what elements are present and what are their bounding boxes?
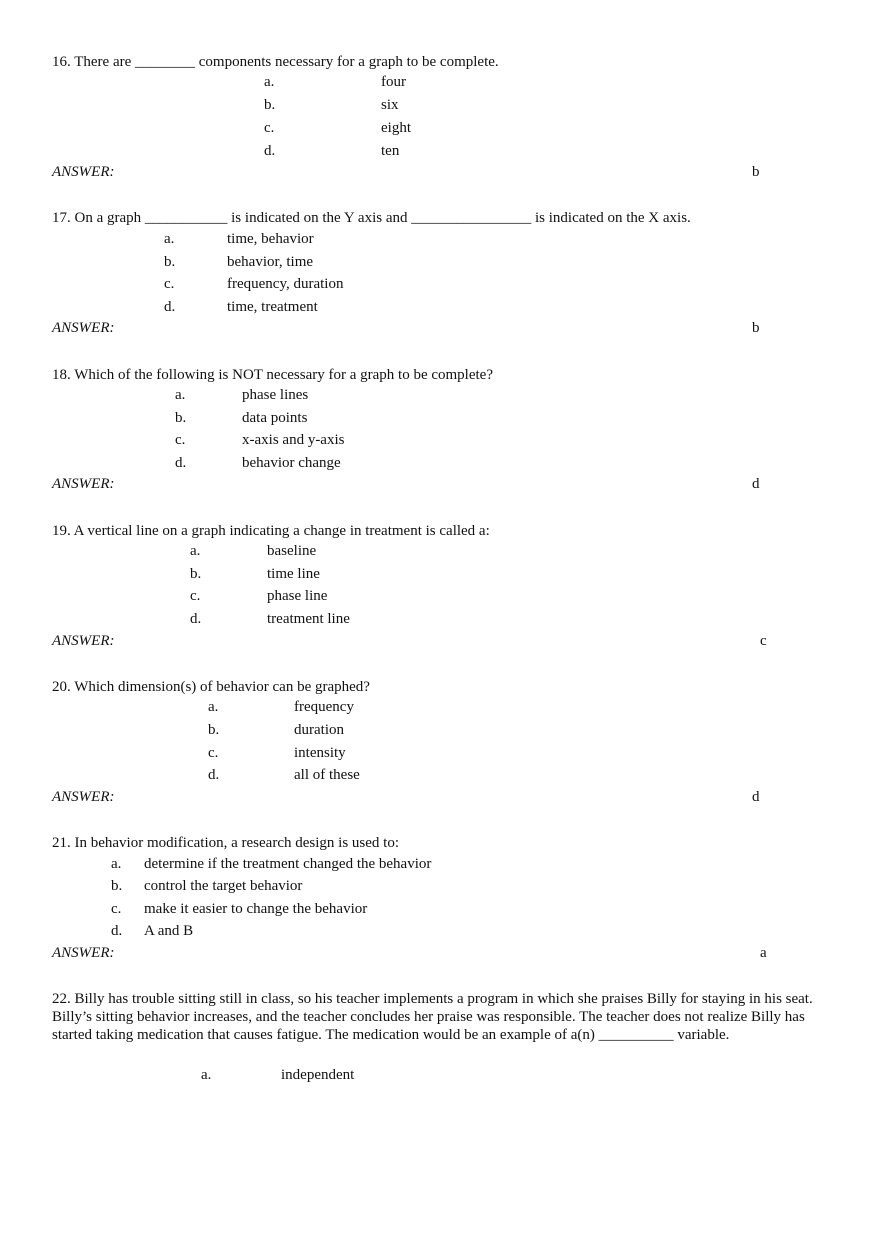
q20-option-c-letter: c. xyxy=(208,745,219,761)
q18-option-d-letter: d. xyxy=(175,455,187,471)
q17-option-c-text: frequency, duration xyxy=(227,276,344,292)
q16-option-d-letter: d. xyxy=(264,143,276,159)
q17-answer-value: b xyxy=(752,320,760,336)
q21-option-b-letter: b. xyxy=(111,878,123,894)
q16-option-c-letter: c. xyxy=(264,120,275,136)
q21-option-c-letter: c. xyxy=(111,901,122,917)
question-21-text: 21. In behavior modification, a research design is used to: xyxy=(52,835,399,851)
q18-option-c-letter: c. xyxy=(175,432,186,448)
q19-option-b-text: time line xyxy=(267,566,320,582)
q20-answer-value: d xyxy=(752,789,760,805)
q16-option-c-text: eight xyxy=(381,120,411,136)
q19-answer-value: c xyxy=(760,633,767,649)
q17-option-b-letter: b. xyxy=(164,254,176,270)
q16-option-b-letter: b. xyxy=(264,97,276,113)
q21-option-a-text: determine if the treatment changed the behavior xyxy=(144,856,432,872)
q22-option-a-text: independent xyxy=(281,1067,355,1083)
q19-option-d-letter: d. xyxy=(190,611,202,627)
q16-answer-value: b xyxy=(752,164,760,180)
q21-option-d-text: A and B xyxy=(144,923,194,939)
q20-option-a-letter: a. xyxy=(208,699,219,715)
q16-option-a-letter: a. xyxy=(264,74,275,90)
q20-option-d-text: all of these xyxy=(294,767,360,783)
q21-answer-label: ANSWER: xyxy=(52,945,115,961)
q20-option-b-text: duration xyxy=(294,722,344,738)
q20-option-b-letter: b. xyxy=(208,722,220,738)
q19-option-d-text: treatment line xyxy=(267,611,350,627)
q20-option-a-text: frequency xyxy=(294,699,354,715)
question-22-text: 22. Billy has trouble sitting still in class, so his teacher implements a program in which she praises Billy for staying in his seat. Billy’s sitting behavior increases, and the teacher concludes her praise was responsible. The teacher does not realize Billy has started taking medication that causes fatigue. The medication would be an example of a(n) __________ variable. xyxy=(52,991,813,1043)
question-17-text: 17. On a graph ___________ is indicated on the Y axis and ________________ is indicated on the X axis. xyxy=(52,210,691,226)
q16-option-d-text: ten xyxy=(381,143,400,159)
q22-option-a-letter: a. xyxy=(201,1067,212,1083)
q20-option-d-letter: d. xyxy=(208,767,220,783)
q19-option-c-text: phase line xyxy=(267,588,328,604)
q16-option-b-text: six xyxy=(381,97,399,113)
q21-option-a-letter: a. xyxy=(111,856,122,872)
q19-option-a-text: baseline xyxy=(267,543,317,559)
q18-answer-value: d xyxy=(752,476,760,492)
q17-option-a-text: time, behavior xyxy=(227,231,314,247)
question-19-text: 19. A vertical line on a graph indicating a change in treatment is called a: xyxy=(52,523,490,539)
question-20-text: 20. Which dimension(s) of behavior can be graphed? xyxy=(52,679,370,695)
q20-option-c-text: intensity xyxy=(294,745,346,761)
q19-option-b-letter: b. xyxy=(190,566,202,582)
q18-answer-label: ANSWER: xyxy=(52,476,115,492)
q17-option-d-text: time, treatment xyxy=(227,299,318,315)
question-16-text: 16. There are ________ components necessary for a graph to be complete. xyxy=(52,54,499,70)
q20-answer-label: ANSWER: xyxy=(52,789,115,805)
question-18-text: 18. Which of the following is NOT necessary for a graph to be complete? xyxy=(52,367,493,383)
q17-answer-label: ANSWER: xyxy=(52,320,115,336)
q16-answer-label: ANSWER: xyxy=(52,164,115,180)
q18-option-d-text: behavior change xyxy=(242,455,341,471)
q18-option-b-text: data points xyxy=(242,410,308,426)
q18-option-a-letter: a. xyxy=(175,387,186,403)
q18-option-a-text: phase lines xyxy=(242,387,309,403)
q21-option-d-letter: d. xyxy=(111,923,123,939)
q18-option-c-text: x-axis and y-axis xyxy=(242,432,345,448)
q17-option-b-text: behavior, time xyxy=(227,254,314,270)
q18-option-b-letter: b. xyxy=(175,410,187,426)
q17-option-d-letter: d. xyxy=(164,299,176,315)
q19-answer-label: ANSWER: xyxy=(52,633,115,649)
q21-answer-value: a xyxy=(760,945,767,961)
q21-option-c-text: make it easier to change the behavior xyxy=(144,901,368,917)
q19-option-c-letter: c. xyxy=(190,588,201,604)
q17-option-a-letter: a. xyxy=(164,231,175,247)
q16-option-a-text: four xyxy=(381,74,406,90)
q21-option-b-text: control the target behavior xyxy=(144,878,303,894)
q19-option-a-letter: a. xyxy=(190,543,201,559)
q17-option-c-letter: c. xyxy=(164,276,175,292)
